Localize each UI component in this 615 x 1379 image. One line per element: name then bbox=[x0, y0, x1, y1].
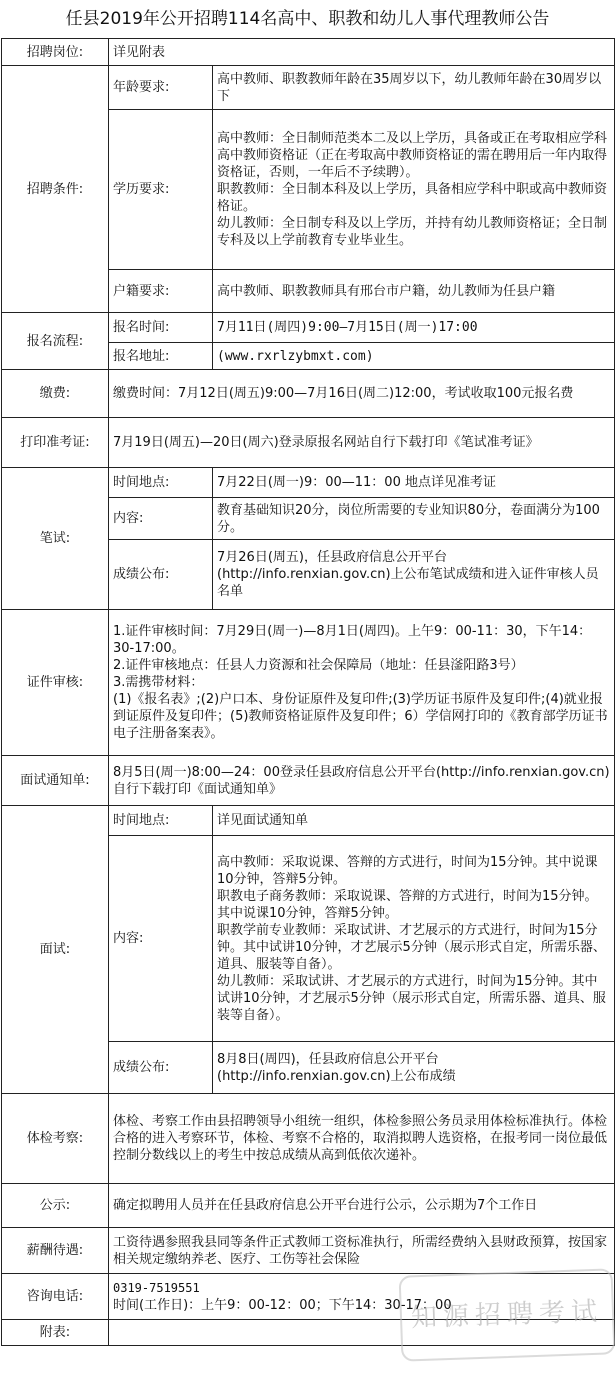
education-value: 高中教师：全日制师范类本二及以上学历，具备或正在考取相应学科高中教师资格证（正在考取高中教师资格证的需在聘用后一年内取得资格证，否则，一年后不予续聘）。 职教教师：全日制本科及以上学历，具备相应学科中职或高中教师资格证。 幼儿教师：全日制专科及以上学历，并持有幼儿教师资格证；全日制专科及以上学前教育专业毕业生。 bbox=[213, 110, 615, 270]
sub-label-age: 年龄要求: bbox=[109, 66, 213, 110]
row-label-salary: 薪酬待遇: bbox=[2, 1228, 109, 1274]
table-row bbox=[2, 313, 615, 343]
table-row bbox=[2, 370, 615, 418]
interview-content-value: 高中教师：采取说课、答辩的方式进行，时间为15分钟。其中说课10分钟，答辩5分钟。 职教电子商务教师：采取说课、答辩的方式进行，时间为15分钟。其中说课10分钟，答辩5分钟。 职教学前专业教师：采取试讲、才艺展示的方式进行，时间为15分钟。其中试讲10分钟，才艺展示5分钟（展示形式自定，所需乐器、道具、服装等自备）。 幼儿教师：采取试讲、才艺展示的方式进行，时间为15分钟。其中试讲10分钟，才艺展示5分钟（展示形式自定，所需乐器、道具、服装等自备）。 bbox=[213, 836, 615, 1042]
interview-time-value: 详见面试通知单 bbox=[213, 806, 615, 836]
page-title: 任县2019年公开招聘114名高中、职教和幼儿人事代理教师公告 bbox=[65, 9, 550, 29]
sub-label-written-result: 成绩公布: bbox=[109, 540, 213, 610]
row-label-fee: 缴费: bbox=[2, 370, 109, 418]
table-row bbox=[2, 1320, 615, 1346]
row-label-interview: 面试: bbox=[2, 806, 109, 1094]
row-label-registration: 报名流程: bbox=[2, 313, 109, 370]
attachment-value bbox=[109, 1320, 615, 1346]
table-row bbox=[2, 1274, 615, 1320]
sub-label-written-content: 内容: bbox=[109, 498, 213, 540]
contact-cell bbox=[109, 1274, 615, 1320]
admission-value: 7月19日(周五)—20日(周六)登录原报名网站自行下载打印《笔试准考证》 bbox=[109, 418, 615, 468]
sub-label-reg-time: 报名时间: bbox=[109, 313, 213, 343]
review-value: 1.证件审核时间：7月29日(周一)—8月1日(周四)。上午9：00-11：30，下午14：30-17:00。 2.证件审核地点：任县人力资源和社会保障局（地址：任县滏阳路3号） 3.需携带材料： (1)《报名表》;(2)户口本、身份证原件及复印件;(3)学历证书原件及复印件;(4)就业报到证原件及复印件；(5)教师资格证原件及复印件；6）学信网打印的《教育部学历证书电子注册备案表》。 bbox=[109, 610, 615, 756]
contact-hours: 时间(工作日)：上午9：00-12：00；下午14：30-17：00 bbox=[113, 1297, 452, 1313]
sub-label-hukou: 户籍要求: bbox=[109, 270, 213, 313]
table-row bbox=[2, 39, 615, 66]
watermark-stamp: 知源招聘考试 bbox=[399, 1268, 615, 1361]
contact-phone: 0319-7519551 bbox=[113, 1280, 200, 1295]
row-label-interview-notice: 面试通知单: bbox=[2, 756, 109, 806]
sub-label-interview-time: 时间地点: bbox=[109, 806, 213, 836]
age-value: 高中教师、职教教师年龄在35周岁以下，幼儿教师年龄在30周岁以下 bbox=[213, 66, 615, 110]
table-row bbox=[2, 468, 615, 498]
publicity-value: 确定拟聘用人员并在任县政府信息公开平台进行公示，公示期为7个工作日 bbox=[109, 1184, 615, 1228]
hukou-value: 高中教师、职教教师具有邢台市户籍，幼儿教师为任县户籍 bbox=[213, 270, 615, 313]
interview-result-value: 8月8日(周四)，任县政府信息公开平台(http://info.renxian.gov.cn)上公布成绩 bbox=[213, 1042, 615, 1094]
row-label-review: 证件审核: bbox=[2, 610, 109, 756]
row-label-position: 招聘岗位: bbox=[2, 39, 109, 66]
table-row bbox=[2, 756, 615, 806]
row-label-publicity: 公示: bbox=[2, 1184, 109, 1228]
table-row bbox=[2, 1184, 615, 1228]
row-label-contact: 咨询电话: bbox=[2, 1274, 109, 1320]
table-row bbox=[2, 806, 615, 836]
written-time-value: 7月22日(周一)9：00—11：00 地点详见准考证 bbox=[213, 468, 615, 498]
written-result-value: 7月26日(周五)，任县政府信息公开平台(http://info.renxian.gov.cn)上公布笔试成绩和进入证件审核人员名单 bbox=[213, 540, 615, 610]
table-row bbox=[2, 1228, 615, 1274]
exam-value: 体检、考察工作由县招聘领导小组统一组织，体检参照公务员录用体检标准执行。体检合格的进入考察环节，体检、考察不合格的，取消拟聘人选资格，在报考同一岗位最低控制分数线以上的考生中按总成绩从高到低依次递补。 bbox=[109, 1094, 615, 1184]
row-label-exam: 体检考察: bbox=[2, 1094, 109, 1184]
salary-value: 工资待遇参照我县同等条件正式教师工资标准执行，所需经费纳入县财政预算，按国家相关规定缴纳养老、医疗、工伤等社会保险 bbox=[109, 1228, 615, 1274]
position-value: 详见附表 bbox=[109, 39, 615, 66]
table-row bbox=[2, 610, 615, 756]
row-label-attachment: 附表: bbox=[2, 1320, 109, 1346]
sub-label-education: 学历要求: bbox=[109, 110, 213, 270]
row-label-conditions: 招聘条件: bbox=[2, 66, 109, 313]
interview-notice-value: 8月5日(周一)8:00—24：00登录任县政府信息公开平台(http://info.renxian.gov.cn)自行下载打印《面试通知单》 bbox=[109, 756, 615, 806]
sub-label-written-time: 时间地点: bbox=[109, 468, 213, 498]
table-row bbox=[2, 66, 615, 110]
table-row bbox=[2, 1094, 615, 1184]
sub-label-interview-result: 成绩公布: bbox=[109, 1042, 213, 1094]
recruitment-table bbox=[1, 38, 615, 1346]
row-label-admission: 打印准考证: bbox=[2, 418, 109, 468]
written-content-value: 教育基础知识20分，岗位所需要的专业知识80分，卷面满分为100分。 bbox=[213, 498, 615, 540]
sub-label-interview-content: 内容: bbox=[109, 836, 213, 1042]
table-row bbox=[2, 418, 615, 468]
sub-label-reg-site: 报名地址: bbox=[109, 343, 213, 370]
fee-value: 缴费时间：7月12日(周五)9:00—7月16日(周二)12:00，考试收取100元报名费 bbox=[109, 370, 615, 418]
reg-site-link[interactable]: (www.rxrlzybmxt.com) bbox=[213, 343, 615, 370]
row-label-written: 笔试: bbox=[2, 468, 109, 610]
reg-time-value: 7月11日(周四)9:00—7月15日(周一)17:00 bbox=[213, 313, 615, 343]
